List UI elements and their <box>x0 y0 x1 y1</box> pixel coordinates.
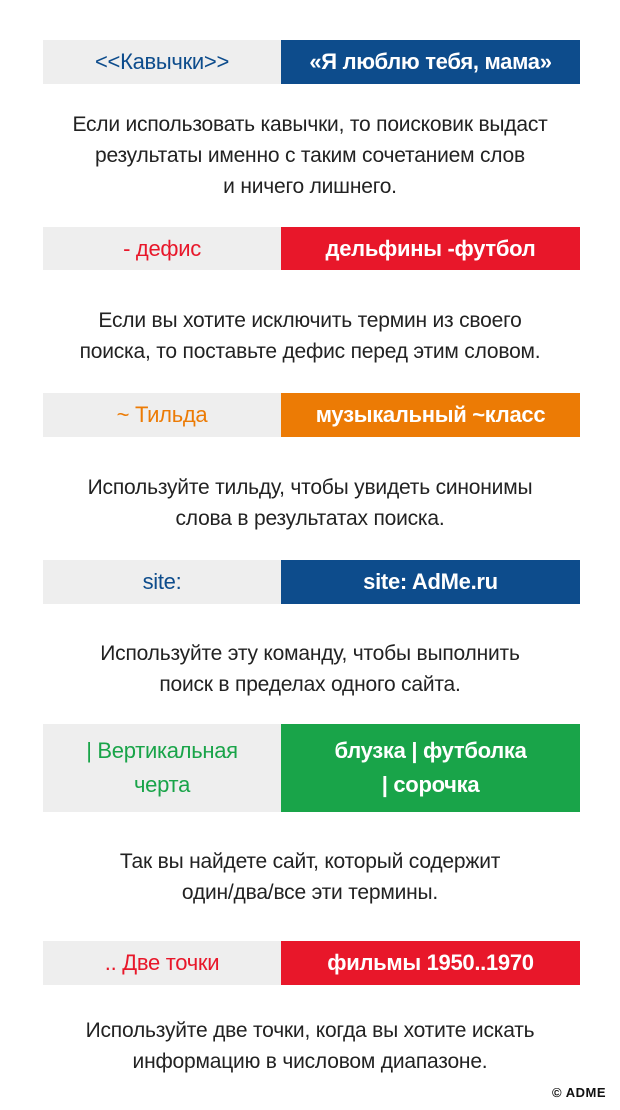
tip-description <box>20 846 600 908</box>
operator-line: черта <box>133 772 190 797</box>
operator-label: ~ Тильда <box>43 393 281 437</box>
description-line: информацию в числовом диапазоне. <box>132 1050 488 1073</box>
example-query <box>281 724 580 812</box>
example-query: музыкальный ~класс <box>281 393 580 437</box>
description-line: Используйте эту команду, чтобы выполнить <box>100 642 520 665</box>
tip-description <box>20 305 600 367</box>
description-line: и ничего лишнего. <box>223 175 397 198</box>
description-line: Так вы найдете сайт, который содержит <box>119 850 501 873</box>
description-line: слова в результатах поиска. <box>175 507 445 530</box>
tip-description <box>20 1015 600 1077</box>
tip-row <box>43 40 580 84</box>
example-line: | сорочка <box>381 772 480 797</box>
operator-line: | Вертикальная <box>86 738 238 763</box>
example-query: дельфины -футбол <box>281 227 580 270</box>
example-query: фильмы 1950..1970 <box>281 941 580 985</box>
tip-row <box>43 560 580 604</box>
description-line: Если вы хотите исключить термин из своего <box>98 309 522 332</box>
copyright-watermark: © ADME <box>552 1085 606 1100</box>
tip-description <box>20 109 600 202</box>
operator-label: .. Две точки <box>43 941 281 985</box>
example-query: site: AdMe.ru <box>281 560 580 604</box>
tip-row <box>43 941 580 985</box>
operator-label: site: <box>43 560 281 604</box>
tip-description <box>20 472 600 534</box>
tip-description <box>20 638 600 700</box>
operator-label: - дефис <box>43 227 281 270</box>
operator-label: <<Кавычки>> <box>43 40 281 84</box>
tip-row <box>43 724 580 812</box>
tip-row <box>43 227 580 270</box>
description-line: поиска, то поставьте дефис перед этим словом. <box>79 340 541 363</box>
description-line: Если использовать кавычки, то поисковик выдаст <box>72 113 548 136</box>
example-line: блузка | футболка <box>334 738 527 763</box>
description-line: Используйте тильду, чтобы увидеть синонимы <box>87 476 533 499</box>
example-query: «Я люблю тебя, мама» <box>281 40 580 84</box>
description-line: Используйте две точки, когда вы хотите искать <box>85 1019 535 1042</box>
description-line: поиск в пределах одного сайта. <box>159 673 461 696</box>
description-line: результаты именно с таким сочетанием слов <box>94 144 525 167</box>
operator-label <box>43 724 281 812</box>
description-line: один/два/все эти термины. <box>181 881 439 904</box>
tip-row <box>43 393 580 437</box>
